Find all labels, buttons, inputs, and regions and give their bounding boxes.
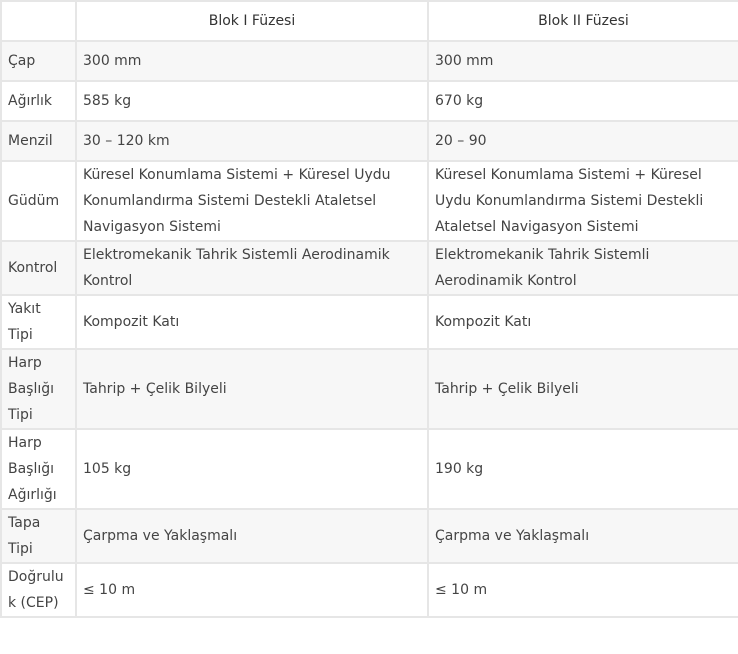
table-row	[1, 509, 738, 563]
row-label: Kontrol	[1, 241, 76, 295]
row-label: Yakıt Tipi	[1, 295, 76, 349]
row-label: Çap	[1, 41, 76, 81]
row-label: Harp Başlığı Ağırlığı	[1, 429, 76, 509]
table-row	[1, 121, 738, 161]
blok2-value: Çarpma ve Yaklaşmalı	[428, 509, 738, 563]
blok1-value: Elektromekanik Tahrik Sistemli Aerodinamik Kontrol	[76, 241, 428, 295]
table-row	[1, 563, 738, 617]
blok1-value: Kompozit Katı	[76, 295, 428, 349]
row-label: Doğruluk (CEP)	[1, 563, 76, 617]
blok2-value: Tahrip + Çelik Bilyeli	[428, 349, 738, 429]
table-row	[1, 295, 738, 349]
blok2-value: 670 kg	[428, 81, 738, 121]
blok2-value: 190 kg	[428, 429, 738, 509]
row-label: Harp Başlığı Tipi	[1, 349, 76, 429]
blok2-value: Küresel Konumlama Sistemi + Küresel Uydu Konumlandırma Sistemi Destekli Ataletsel Navigasyon Sistemi	[428, 161, 738, 241]
row-label: Menzil	[1, 121, 76, 161]
blok2-value: Kompozit Katı	[428, 295, 738, 349]
table-row	[1, 241, 738, 295]
blok1-value: 585 kg	[76, 81, 428, 121]
table-row	[1, 349, 738, 429]
row-label: Tapa Tipi	[1, 509, 76, 563]
table-row	[1, 81, 738, 121]
header-blok1: Blok I Füzesi	[76, 1, 428, 41]
row-label: Ağırlık	[1, 81, 76, 121]
blok2-value: Elektromekanik Tahrik Sistemli Aerodinamik Kontrol	[428, 241, 738, 295]
blok1-value: Çarpma ve Yaklaşmalı	[76, 509, 428, 563]
table-row	[1, 161, 738, 241]
blok1-value: 30 – 120 km	[76, 121, 428, 161]
table-row	[1, 41, 738, 81]
table-row	[1, 429, 738, 509]
blok2-value: ≤ 10 m	[428, 563, 738, 617]
blok2-value: 20 – 90	[428, 121, 738, 161]
header-row	[1, 1, 738, 41]
blok1-value: 105 kg	[76, 429, 428, 509]
header-blok2: Blok II Füzesi	[428, 1, 738, 41]
blok1-value: ≤ 10 m	[76, 563, 428, 617]
blok1-value: Küresel Konumlama Sistemi + Küresel Uydu Konumlandırma Sistemi Destekli Ataletsel Navigasyon Sistemi	[76, 161, 428, 241]
header-empty-cell	[1, 1, 76, 41]
blok2-value: 300 mm	[428, 41, 738, 81]
blok1-value: 300 mm	[76, 41, 428, 81]
blok1-value: Tahrip + Çelik Bilyeli	[76, 349, 428, 429]
row-label: Güdüm	[1, 161, 76, 241]
